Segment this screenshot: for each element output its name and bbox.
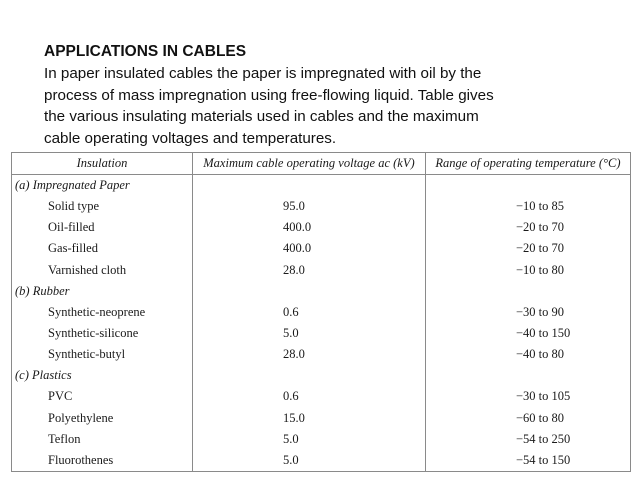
section-row [12,174,630,196]
table-row [12,259,630,280]
voltage-value: 0.6 [282,304,299,319]
table-row [12,302,630,323]
temp-range: −60 to 80 [515,410,564,425]
table-row [12,217,630,238]
section-label: (a) Impregnated Paper [12,174,193,196]
paragraph-line: cable operating voltages and temperatures. [44,129,337,147]
table-row [12,429,630,450]
material-name: Synthetic-butyl [12,344,193,365]
voltage-value: 28.0 [282,262,305,277]
header-insulation: Insulation [12,153,193,174]
voltage-value: 5.0 [282,452,299,467]
voltage-value: 15.0 [282,410,305,425]
table-row [12,196,630,217]
body-paragraph [44,63,624,149]
material-name: Varnished cloth [12,259,193,280]
voltage-value: 0.6 [282,389,299,404]
section-row [12,365,630,386]
insulation-table [11,152,631,472]
material-name: Polyethylene [12,408,193,429]
section-label: (c) Plastics [12,365,193,386]
paragraph-line: In paper insulated cables the paper is impregnated with oil by the [44,65,482,82]
table-row [12,450,630,471]
material-name: Teflon [12,429,193,450]
table-row [12,408,630,429]
temp-range: −40 to 150 [515,325,571,340]
temp-range: −40 to 80 [515,347,564,362]
section-label: (b) Rubber [12,281,193,302]
temp-range: −20 to 70 [515,220,564,235]
material-name: PVC [12,386,193,407]
temp-range: −54 to 150 [515,452,571,467]
table-row [12,344,630,365]
voltage-value: 5.0 [282,325,299,340]
material-name: Fluorothenes [12,450,193,471]
header-temperature: Range of operating temperature (°C) [425,153,630,174]
table-header-row [12,153,630,174]
table-row [12,323,630,344]
material-name: Synthetic-neoprene [12,302,193,323]
temp-range: −10 to 85 [515,199,564,214]
paragraph-line: process of mass impregnation using free-flowing liquid. Table gives [44,86,494,104]
table-row [12,386,630,407]
material-name: Solid type [12,196,193,217]
section-row [12,281,630,302]
paragraph-line: the various insulating materials used in cables and the maximum [44,108,479,125]
voltage-value: 28.0 [282,347,305,362]
temp-range: −30 to 90 [515,304,564,319]
temp-range: −30 to 105 [515,389,571,404]
table-row [12,238,630,259]
section-heading: APPLICATIONS IN CABLES [44,43,247,60]
voltage-value: 5.0 [282,431,299,446]
material-name: Synthetic-silicone [12,323,193,344]
material-name: Gas-filled [12,238,193,259]
material-name: Oil-filled [12,217,193,238]
temp-range: −54 to 250 [515,431,571,446]
temp-range: −10 to 80 [515,262,564,277]
voltage-value: 400.0 [282,241,312,256]
voltage-value: 95.0 [282,199,305,214]
temp-range: −20 to 70 [515,241,564,256]
voltage-value: 400.0 [282,220,312,235]
header-voltage: Maximum cable operating voltage ac (kV) [193,153,426,174]
